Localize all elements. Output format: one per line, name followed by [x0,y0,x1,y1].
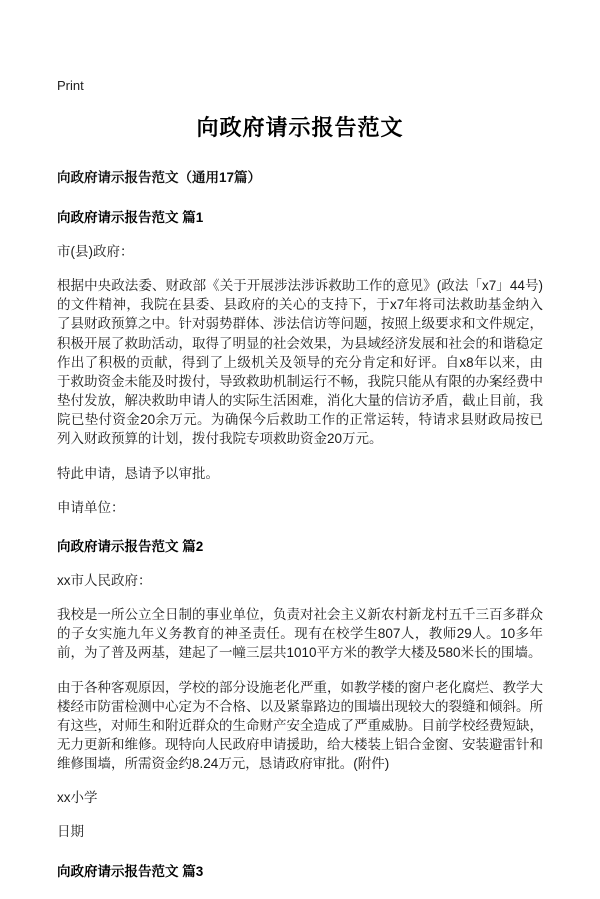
paragraph-applicant-1: 申请单位： [57,499,125,515]
section-heading-3: 向政府请示报告范文 篇3 [57,863,204,879]
print-link[interactable]: Print [57,78,84,93]
paragraph-signature-2: xx小学 [57,790,98,806]
doc-subtitle: 向政府请示报告范文（通用17篇） [57,170,262,185]
paragraph-closing-1: 特此申请，恳请予以审批。 [57,465,219,481]
paragraph-body-2a: 我校是一所公立全日制的事业单位，负责对社会主义新农村新龙村五千三百多群众的子女实施九年义务教育的神圣责任。现有在校学生807人，教师29人。10多年前，为了普及两基，建起了一幢三层共1010平方米的教学大楼及580米长的围墙。 [57,607,543,661]
section-heading-1: 向政府请示报告范文 篇1 [57,210,204,225]
paragraph-salutation-1: 市(县)政府： [57,244,134,259]
paragraph-date-2: 日期 [57,824,84,840]
paragraph-salutation-2: xx市人民政府： [57,572,152,588]
page-title: 向政府请示报告范文 [196,115,404,140]
paragraph-body-2b: 由于各种客观原因，学校的部分设施老化严重，如教学楼的窗户老化腐烂、教学大楼经市防雷检测中心定为不合格、以及紧靠路边的围墙出现较大的裂缝和倾斜。所有这些，对师生和附近群众的生命财产安全造成了严重威胁。目前学校经费短缺，无力更新和维修。现特向人民政府申请援助，给大楼装上铝合金窗、安装避雷针和维修围墙，所需资金约8.24万元，恳请政府审批。(附件) [57,679,543,772]
paragraph-body-1: 根据中央政法委、财政部《关于开展涉法涉诉救助工作的意见》(政法「x7」44号)的文件精神，我院在县委、县政府的关心的支持下，于x7年将司法救助基金纳入了县财政预算之中。针对弱势群体、涉法信访等问题，按照上级要求和文件规定，积极开展了救助活动，取得了明显的社会效果，为县域经济发展和社会的和谐稳定作出了积极的贡献，得到了上级机关及领导的充分肯定和好评。自x8年以来，由于救助资金未能及时拨付，导致救助机制运行不畅，我院只能从有限的办案经费中垫付发放，解决救助申请人的实际生活困难，消化大量的信访矛盾，截止目前，我院已垫付资金20余万元。为确保今后救助工作的正常运转，特请求县财政局按已列入财政预算的计划，拨付我院专项救助资金20万元。 [57,278,543,447]
section-heading-2: 向政府请示报告范文 篇2 [57,538,204,554]
